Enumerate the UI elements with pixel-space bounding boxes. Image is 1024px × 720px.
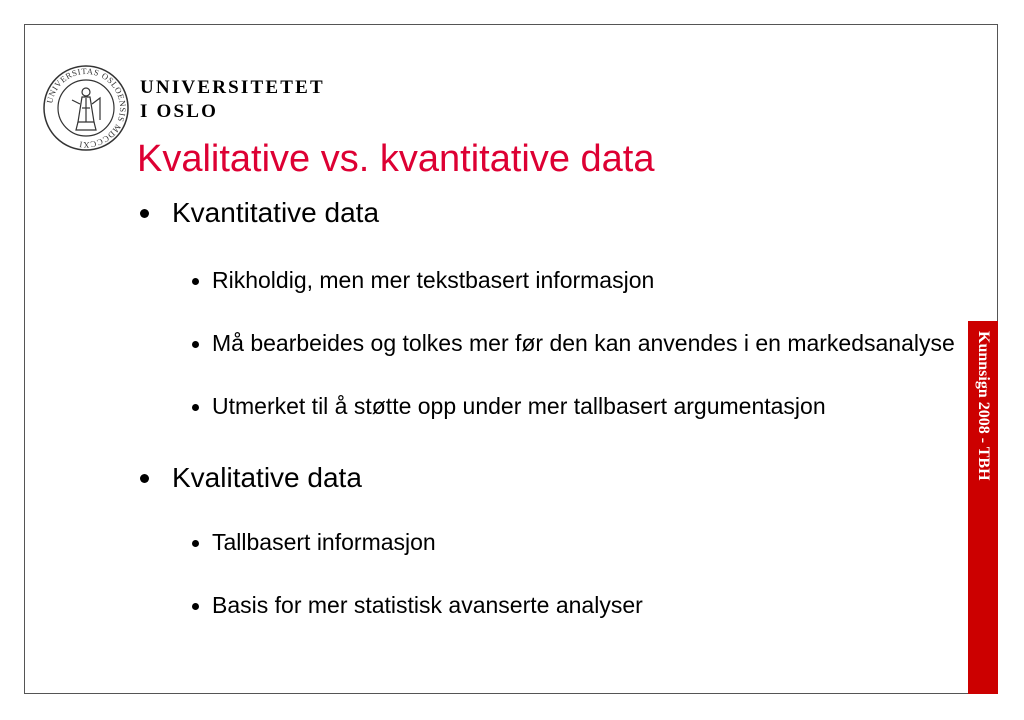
sub-bullet-text: Utmerket til å støtte opp under mer tallbasert argumentasjon [212, 393, 826, 419]
university-name-line1: UNIVERSITETET [140, 77, 325, 98]
bullet-dot-icon [192, 278, 199, 285]
bullet-heading: Kvalitative data [172, 462, 362, 493]
university-name [140, 76, 325, 124]
sub-bullet-text: Må bearbeides og tolkes mer før den kan anvendes i en markedsanalyse [212, 330, 955, 356]
bullet-dot-icon [192, 404, 199, 411]
side-label-bar [968, 321, 998, 694]
sub-bullet-5 [140, 592, 960, 618]
bullet-dot-icon [192, 603, 199, 610]
sub-bullet-text: Rikholdig, men mer tekstbasert informasjon [212, 267, 655, 293]
sub-bullet-4 [140, 529, 960, 555]
sub-bullet-text: Tallbasert informasjon [212, 529, 436, 555]
seal-text: UNIVERSITAS OSLOENSIS MDCCCXI [44, 65, 129, 151]
side-label-text: Kunnsign 2008 - TBH [975, 331, 992, 481]
university-name-line2: I OSLO [140, 101, 219, 122]
seal-graphic [42, 64, 130, 152]
sub-bullet-3 [140, 393, 960, 419]
university-seal-icon [42, 64, 130, 152]
sub-bullet-2 [140, 330, 960, 356]
bullet-dot-icon [192, 341, 199, 348]
slide-title: Kvalitative vs. kvantitative data [137, 138, 655, 180]
sub-bullet-1 [140, 267, 960, 293]
sub-bullet-text: Basis for mer statistisk avanserte analyser [212, 592, 643, 618]
bullet-dot-icon [140, 474, 149, 483]
bullet-kvantitative-data [140, 196, 960, 230]
slide-content [140, 196, 960, 618]
bullet-heading: Kvantitative data [172, 197, 380, 228]
bullet-kvalitative-data [140, 461, 960, 495]
bullet-dot-icon [140, 209, 149, 218]
bullet-dot-icon [192, 540, 199, 547]
